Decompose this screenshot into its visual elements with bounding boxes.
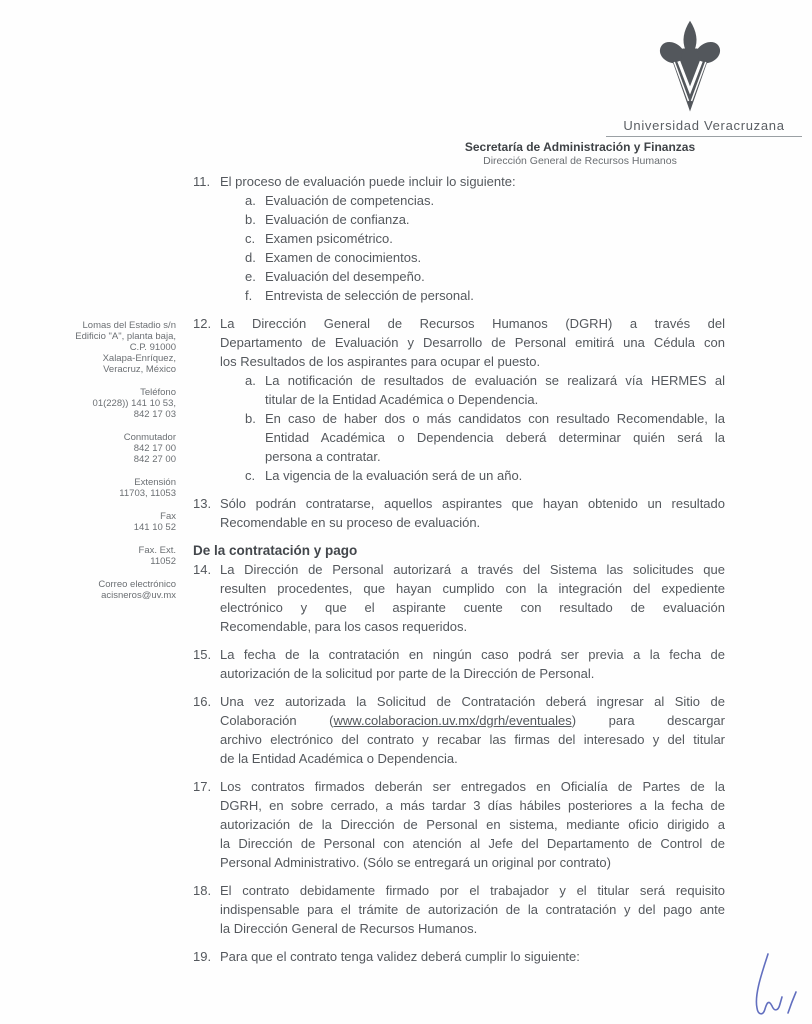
- sub-item-text: [265, 286, 725, 305]
- text-line: El contrato debidamente firmado por el trabajador y el titular será requisito: [220, 883, 725, 898]
- list-item: [193, 947, 725, 966]
- sub-item: [245, 466, 725, 485]
- item-number: 11.: [193, 174, 211, 189]
- list-item: [193, 172, 725, 305]
- contact-line: C.P. 91000: [129, 342, 176, 353]
- contact-line: 11703, 11053: [119, 488, 176, 499]
- text-line: Examen de conocimientos.: [265, 250, 422, 265]
- text-line: persona a contratar.: [265, 449, 381, 464]
- list-item: [193, 692, 725, 768]
- section-heading: De la contratación y pago: [193, 543, 358, 558]
- contact-line: 11052: [150, 556, 176, 567]
- list-item: [193, 314, 725, 485]
- item-text: [220, 314, 725, 485]
- list-item: [193, 777, 725, 872]
- sub-item: [245, 210, 725, 229]
- universidad-veracruzana-logo-icon: [652, 20, 728, 116]
- text-line: Evaluación de competencias.: [265, 193, 435, 208]
- item-number: 14.: [193, 562, 212, 577]
- text-line: La Dirección de Personal autorizará a través del Sistema las solicitudes que: [220, 562, 725, 577]
- text-line: los Resultados de los aspirantes para ocupar el puesto.: [220, 354, 541, 369]
- item-number: 15.: [193, 647, 212, 662]
- item-number: 12.: [193, 316, 212, 331]
- contact-group: [38, 579, 176, 601]
- contact-group: [38, 320, 176, 375]
- contact-line: Veracruz, México: [103, 364, 176, 375]
- contact-group: [38, 545, 176, 567]
- item-number: 16.: [193, 694, 212, 709]
- text-line: Para que el contrato tenga validez deberá cumplir lo siguiente:: [220, 949, 580, 964]
- contact-line: Conmutador: [123, 432, 176, 443]
- contact-line: Teléfono: [140, 387, 176, 398]
- text-line: La Dirección General de Recursos Humanos (DGRH) a través del: [220, 316, 725, 331]
- contact-line: Fax. Ext.: [138, 545, 176, 556]
- text-segment: ) para descargar: [571, 713, 725, 728]
- sub-item-text: [265, 210, 725, 229]
- header-rule: [606, 136, 802, 137]
- secretaria-title: Secretaría de Administración y Finanzas: [464, 140, 696, 154]
- contact-line: 01(228)) 141 10 53,: [92, 398, 176, 409]
- contact-line: Lomas del Estadio s/n: [82, 320, 176, 331]
- item-text: [220, 692, 725, 768]
- item-text: [220, 947, 725, 966]
- sub-item: [245, 229, 725, 248]
- item-text: [220, 494, 725, 532]
- contact-line: Extensión: [134, 477, 176, 488]
- sub-item-letter: b.: [245, 411, 256, 426]
- contact-group: [38, 511, 176, 533]
- contact-group: [38, 432, 176, 465]
- text-line: la Dirección General de Recursos Humanos.: [220, 921, 478, 936]
- document-body: [193, 172, 725, 975]
- item-text: [220, 560, 725, 636]
- direccion-subtitle: Dirección General de Recursos Humanos: [483, 155, 677, 167]
- text-line: titular de la Entidad Académica o Dependencia.: [265, 392, 539, 407]
- sub-item: [245, 191, 725, 210]
- text-line: Personal Administrativo. (Sólo se entregará un original por contrato): [220, 855, 611, 870]
- sub-item-letter: d.: [245, 250, 256, 265]
- contact-line: 842 17 03: [133, 409, 176, 420]
- item-number: 13.: [193, 496, 212, 511]
- text-line: Los contratos firmados deberán ser entregados en Oficialía de Partes de la: [220, 779, 725, 794]
- sub-item-letter: f.: [245, 288, 253, 303]
- logo-wordmark: Universidad Veracruzana: [623, 118, 785, 133]
- item-number: 19.: [193, 949, 212, 964]
- text-line: La notificación de resultados de evaluación se realizará vía HERMES al: [265, 373, 725, 388]
- sub-item-letter: e.: [245, 269, 256, 284]
- text-line: Examen psicométrico.: [265, 231, 393, 246]
- list-item: [193, 494, 725, 532]
- sub-item: [245, 409, 725, 466]
- contact-group: [38, 387, 176, 420]
- text-line: Sólo podrán contratarse, aquellos aspirantes que hayan obtenido un resultado: [220, 496, 725, 511]
- sub-item-list: [245, 371, 725, 485]
- item-text: [220, 777, 725, 872]
- text-line: [220, 711, 725, 730]
- item-text: [220, 881, 725, 938]
- sub-item-text: [265, 267, 725, 286]
- contact-line: Correo electrónico: [98, 579, 176, 590]
- text-line: Entrevista de selección de personal.: [265, 288, 474, 303]
- contact-line: acisneros@uv.mx: [101, 590, 176, 601]
- text-line: resulten procedentes, que hayan cumplido con la integración del expediente: [220, 581, 725, 596]
- text-line: En caso de haber dos o más candidatos con resultado Recomendable, la: [265, 411, 725, 426]
- contact-line: Xalapa-Enríquez,: [102, 353, 176, 364]
- contact-line: Edificio "A", planta baja,: [75, 331, 176, 342]
- text-line: La vigencia de la evaluación será de un año.: [265, 468, 523, 483]
- item-text: [220, 172, 725, 305]
- text-line: DGRH, en sobre cerrado, a más tardar 3 días hábiles posteriores a la fecha de: [220, 798, 725, 813]
- contact-line: 141 10 52: [133, 522, 176, 533]
- contact-line: Fax: [160, 511, 176, 522]
- item-number: 18.: [193, 883, 212, 898]
- sub-item: [245, 286, 725, 305]
- text-segment: Colaboración (: [220, 713, 334, 728]
- item-text: [220, 645, 725, 683]
- sub-item-text: [265, 466, 725, 485]
- sub-item: [245, 267, 725, 286]
- collaboration-site-link[interactable]: www.colaboracion.uv.mx/dgrh/eventuales: [333, 713, 572, 728]
- contact-line: 842 27 00: [133, 454, 176, 465]
- sub-item-letter: c.: [245, 231, 256, 246]
- sub-item-list: [245, 191, 725, 305]
- text-line: Recomendable en su proceso de evaluación.: [220, 515, 481, 530]
- sub-item: [245, 248, 725, 267]
- text-line: indispensable para el trámite de autorización de la contratación y del pago ante: [220, 902, 725, 917]
- item-number: 17.: [193, 779, 212, 794]
- text-line: Evaluación de confianza.: [265, 212, 410, 227]
- sub-item: [245, 371, 725, 409]
- text-line: autorización de la solicitud por parte de la Dirección de Personal.: [220, 666, 595, 681]
- sub-item-text: [265, 248, 725, 267]
- list-item: [193, 560, 725, 636]
- text-line: la Dirección de Personal con atención al Jefe del Departamento de Control de: [220, 836, 725, 851]
- sub-item-text: [265, 191, 725, 210]
- text-line: La fecha de la contratación en ningún caso podrá ser previa a la fecha de: [220, 647, 725, 662]
- list-item: [193, 645, 725, 683]
- text-line: electrónico y que el aspirante cuente con resultado de evaluación: [220, 600, 725, 615]
- text-line: Entidad Académica o Dependencia deberá determinar quién será la: [265, 430, 725, 445]
- text-line: Recomendable, para los casos requeridos.: [220, 619, 468, 634]
- sub-item-letter: c.: [245, 468, 256, 483]
- sidebar-contact-info: [38, 320, 176, 613]
- list-item: [193, 881, 725, 938]
- text-line: Evaluación del desempeño.: [265, 269, 425, 284]
- sub-item-text: [265, 371, 725, 409]
- contact-group: [38, 477, 176, 499]
- sub-item-text: [265, 229, 725, 248]
- sub-item-letter: a.: [245, 373, 256, 388]
- text-line: de la Entidad Académica o Dependencia.: [220, 751, 458, 766]
- sub-item-letter: b.: [245, 212, 256, 227]
- handwritten-mark: [722, 948, 808, 1024]
- text-line: archivo electrónico del contrato y recabar las firmas del interesado y del titular: [220, 732, 725, 747]
- sub-item-text: [265, 409, 725, 466]
- text-line: El proceso de evaluación puede incluir lo siguiente:: [220, 174, 516, 189]
- contact-line: 842 17 00: [133, 443, 176, 454]
- text-line: Una vez autorizada la Solicitud de Contratación deberá ingresar al Sitio de: [220, 694, 725, 709]
- text-line: Departamento de Evaluación y Desarrollo de Personal emitirá una Cédula con: [220, 335, 725, 350]
- sub-item-letter: a.: [245, 193, 256, 208]
- text-line: autorización de la Dirección de Personal en sistema, mediante oficio dirigido a: [220, 817, 725, 832]
